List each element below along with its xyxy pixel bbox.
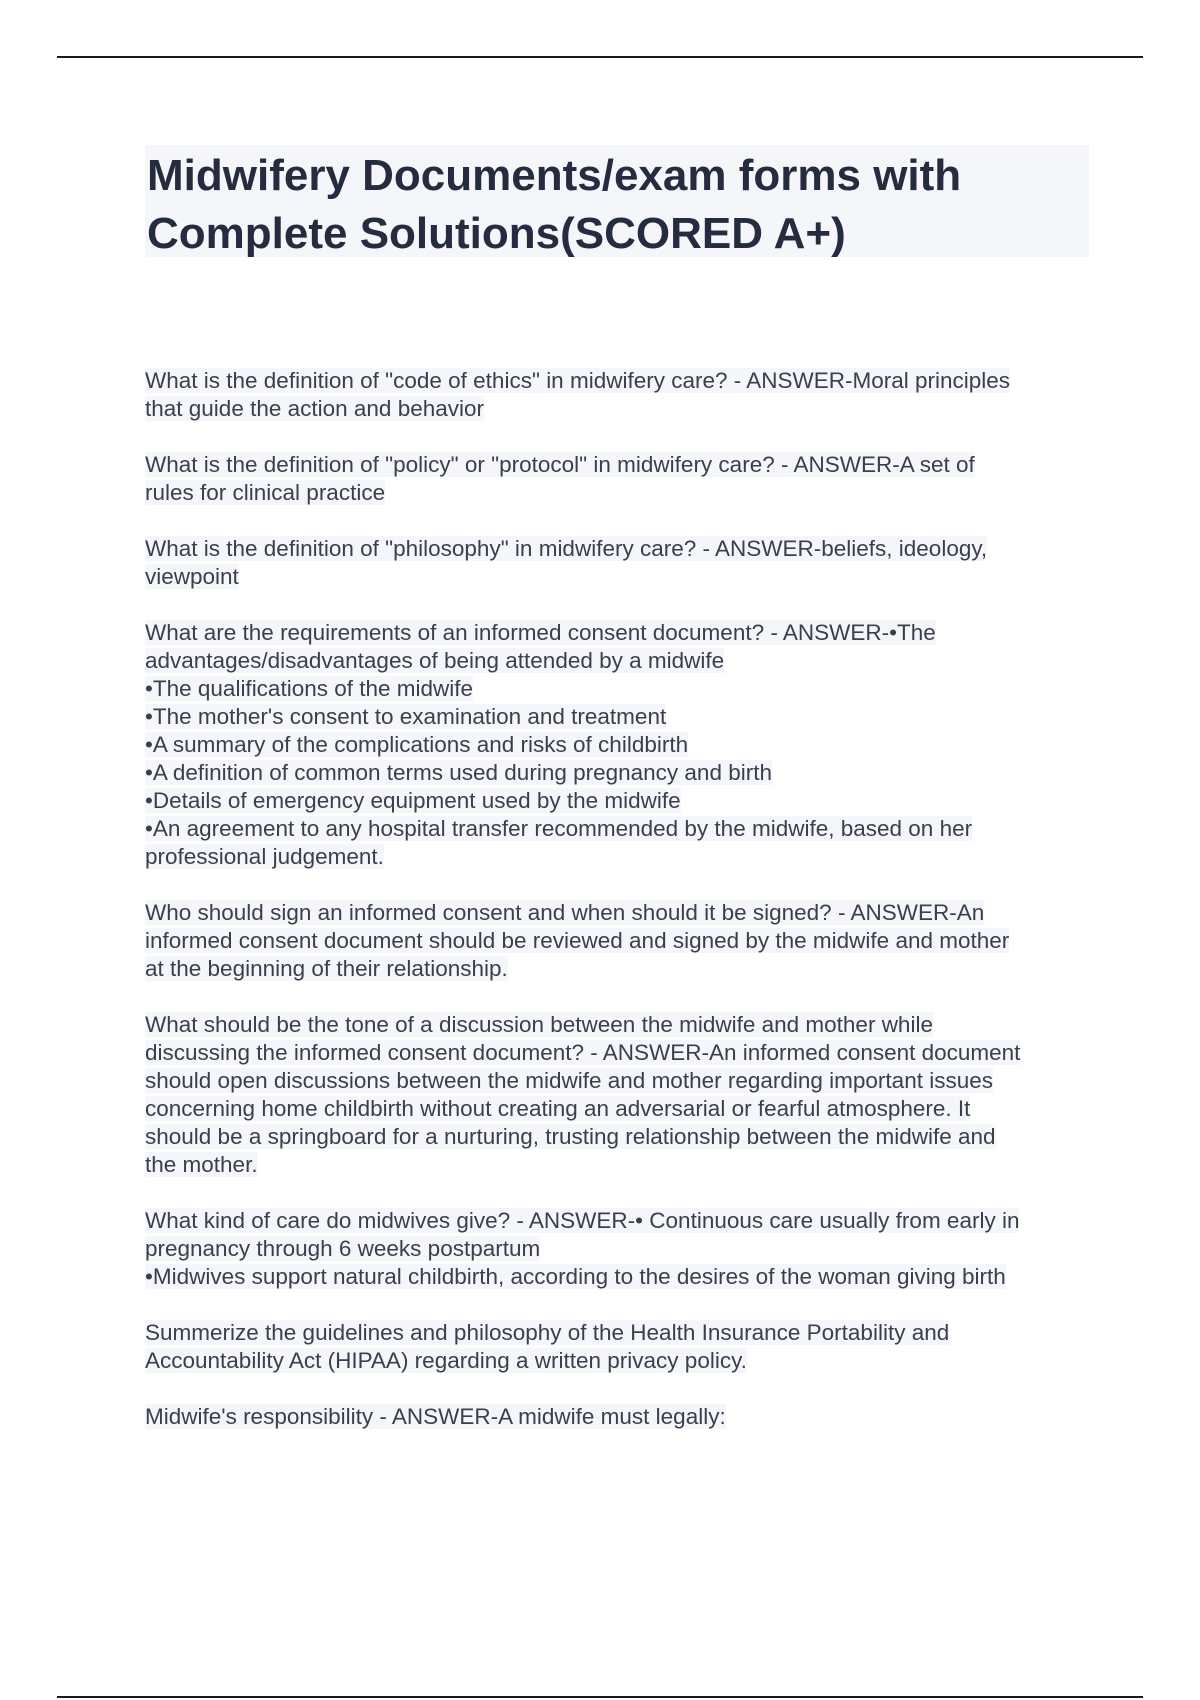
qa-line [145,1403,1095,1431]
qa-line [145,1207,1095,1235]
qa-line-text: Accountability Act (HIPAA) regarding a written privacy policy. [145,1348,747,1373]
qa-line [145,955,1095,983]
qa-block [145,619,1095,871]
qa-line [145,647,1095,675]
qa-line [145,843,1095,871]
qa-line-text: What is the definition of "philosophy" in midwifery care? - ANSWER-beliefs, ideology, [145,536,988,561]
qa-block [145,1011,1095,1179]
qa-line-text: What is the definition of "code of ethics" in midwifery care? - ANSWER-Moral principles [145,368,1011,393]
qa-block [145,1319,1095,1375]
qa-line [145,675,1095,703]
qa-line [145,1151,1095,1179]
qa-line-text: discussing the informed consent document? - ANSWER-An informed consent document [145,1040,1021,1065]
bottom-rule [57,1696,1143,1698]
qa-line [145,1095,1095,1123]
qa-line-text: Who should sign an informed consent and when should it be signed? - ANSWER-An [145,900,985,925]
qa-line [145,1039,1095,1067]
document-title [147,147,1087,263]
qa-line-text: advantages/disadvantages of being attended by a midwife [145,648,725,673]
qa-line [145,1347,1095,1375]
qa-line-text: informed consent document should be reviewed and signed by the midwife and mother [145,928,1010,953]
top-rule [57,56,1143,58]
qa-line-text: at the beginning of their relationship. [145,956,508,981]
qa-line-text: Midwife's responsibility - ANSWER-A midwife must legally: [145,1404,726,1429]
qa-line [145,1235,1095,1263]
qa-line-text: What should be the tone of a discussion between the midwife and mother while [145,1012,933,1037]
qa-line-text: concerning home childbirth without creating an adversarial or fearful atmosphere. It [145,1096,971,1121]
qa-line [145,535,1095,563]
qa-block [145,451,1095,507]
qa-line [145,451,1095,479]
qa-line [145,1067,1095,1095]
qa-line-text: •The qualifications of the midwife [145,676,474,701]
qa-block [145,1403,1095,1431]
qa-line [145,395,1095,423]
qa-line [145,1319,1095,1347]
qa-line-text: Summerize the guidelines and philosophy of the Health Insurance Portability and [145,1320,950,1345]
qa-line-text: •An agreement to any hospital transfer recommended by the midwife, based on her [145,816,973,841]
qa-line-text: •A summary of the complications and risks of childbirth [145,732,689,757]
qa-line [145,619,1095,647]
qa-line-text: What kind of care do midwives give? - ANSWER-• Continuous care usually from early in [145,1208,1020,1233]
qa-line [145,787,1095,815]
qa-block [145,535,1095,591]
qa-line [145,1263,1095,1291]
qa-line-text: that guide the action and behavior [145,396,485,421]
qa-line [145,899,1095,927]
qa-line-text: •The mother's consent to examination and treatment [145,704,667,729]
qa-line [145,479,1095,507]
qa-line-text: rules for clinical practice [145,480,386,505]
qa-line-text: What is the definition of "policy" or "protocol" in midwifery care? - ANSWER-A set of [145,452,975,477]
qa-line-text: pregnancy through 6 weeks postpartum [145,1236,541,1261]
qa-line [145,759,1095,787]
qa-line-text: should be a springboard for a nurturing, trusting relationship between the midwife and [145,1124,996,1149]
qa-line-text: the mother. [145,1152,258,1177]
qa-block [145,899,1095,983]
qa-line [145,731,1095,759]
qa-line [145,367,1095,395]
qa-line-text: What are the requirements of an informed consent document? - ANSWER-•The [145,620,936,645]
qa-line-text: •Midwives support natural childbirth, according to the desires of the woman giving birth [145,1264,1006,1289]
qa-content [145,367,1095,1459]
qa-line [145,815,1095,843]
qa-line [145,703,1095,731]
qa-line-text: should open discussions between the midwife and mother regarding important issues [145,1068,993,1093]
title-line-1: Midwifery Documents/exam forms with [147,151,962,200]
qa-line [145,1123,1095,1151]
qa-block [145,367,1095,423]
title-line-2: Complete Solutions(SCORED A+) [147,209,846,258]
qa-line [145,563,1095,591]
qa-line-text: •A definition of common terms used during pregnancy and birth [145,760,772,785]
qa-line-text: viewpoint [145,564,239,589]
qa-block [145,1207,1095,1291]
qa-line-text: professional judgement. [145,844,384,869]
qa-line [145,927,1095,955]
qa-line [145,1011,1095,1039]
qa-line-text: •Details of emergency equipment used by the midwife [145,788,681,813]
